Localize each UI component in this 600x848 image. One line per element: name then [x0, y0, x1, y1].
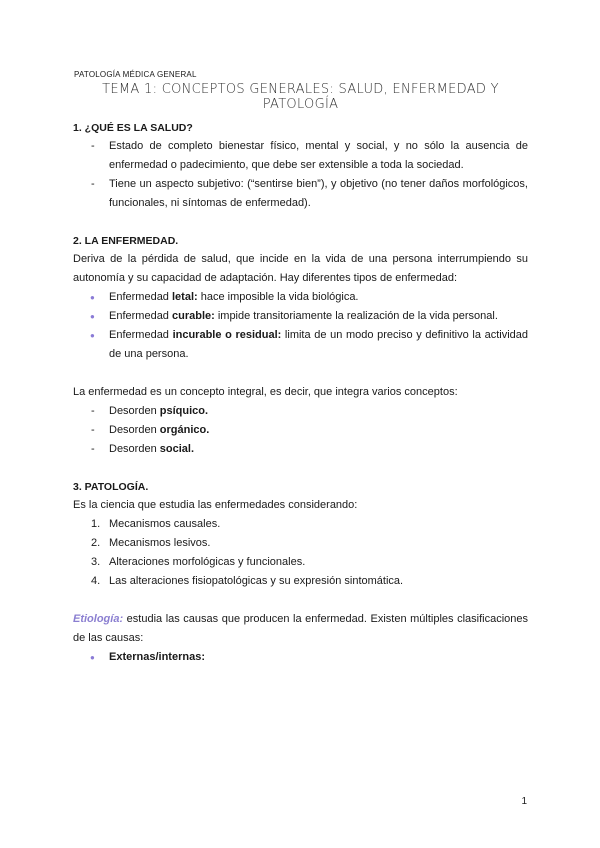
page-number: 1 — [521, 796, 527, 807]
section-2-heading: 2. LA ENFERMEDAD. — [73, 235, 179, 247]
list-item: ● Externas/internas: — [90, 651, 205, 663]
disease-types-list — [73, 288, 528, 364]
disorder-list — [73, 402, 528, 459]
list-item: 3. Alteraciones morfológicas y funcionales. — [91, 556, 306, 568]
list-item: ● Enfermedad incurable o residual: limita de un modo preciso y definitivo la actividad de una persona. — [90, 329, 528, 360]
list-item: ● Enfermedad curable: impide transitoriamente la realización de la vida personal. — [90, 310, 498, 322]
section-3-heading: 3. PATOLOGÍA. — [73, 481, 149, 493]
list-item: 4. Las alteraciones fisiopatológicas y su expresión sintomática. — [91, 575, 404, 587]
health-definition-list — [73, 137, 528, 213]
integral-concept-text: La enfermedad es un concepto integral, es decir, que integra varios conceptos: — [73, 386, 458, 398]
section-1-heading: 1. ¿QUÉ ES LA SALUD? — [73, 122, 193, 134]
course-header: PATOLOGÍA MÉDICA GENERAL — [74, 70, 197, 79]
list-item: - Estado de completo bienestar físico, mental y social, y no sólo la ausencia de enfermedad o padecimiento, que debe ser extensible a toda la sociedad. — [91, 140, 528, 171]
document-page — [73, 70, 528, 667]
disease-intro: Deriva de la pérdida de salud, que incide en la vida de una persona interrumpiendo su autonomía y su capacidad de adaptación. Hay diferentes tipos de enfermedad: — [73, 253, 528, 284]
pathology-intro: Es la ciencia que estudia las enfermedades considerando: — [73, 499, 358, 511]
pathology-list — [73, 515, 528, 591]
page-title: TEMA 1: CONCEPTOS GENERALES: SALUD, ENFERMEDAD Y PATOLOGÍA — [102, 82, 499, 112]
list-item: - Desorden social. — [91, 443, 195, 455]
list-item: 1. Mecanismos causales. — [91, 518, 221, 530]
etiology-paragraph: Etiología: estudia las causas que producen la enfermedad. Existen múltiples clasificaciones de las causas: — [73, 613, 528, 644]
list-item: - Desorden orgánico. — [91, 424, 210, 436]
list-item: ● Enfermedad letal: hace imposible la vida biológica. — [90, 291, 359, 303]
list-item: - Tiene un aspecto subjetivo: (“sentirse bien”), y objetivo (no tener daños morfológicos, funcionales, ni síntomas de enfermedad). — [91, 178, 528, 209]
causes-list — [73, 648, 528, 667]
etiology-term: Etiología: — [73, 613, 124, 625]
list-item: 2. Mecanismos lesivos. — [91, 537, 211, 549]
list-item: - Desorden psíquico. — [91, 405, 209, 417]
